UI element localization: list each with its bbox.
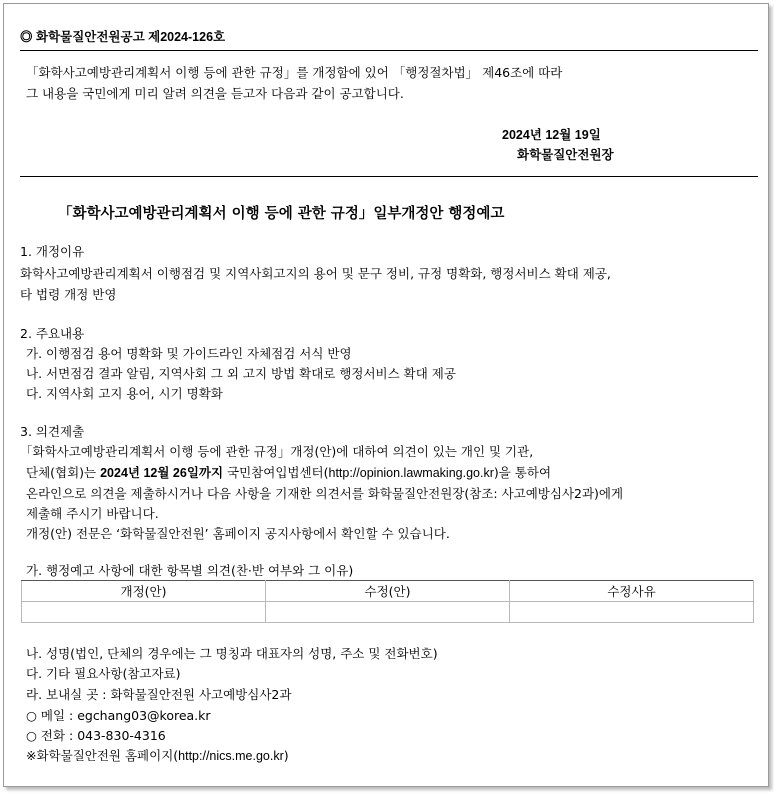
deadline: 2024년 12월 26일까지 — [100, 466, 224, 480]
section-3-line-3: 온라인으로 의견을 제출하시거나 다음 사항을 기재한 의견서를 화학물질안전원장(참조: 사고예방심사2과)에게 — [26, 486, 624, 501]
homepage-text-a: ※화학물질안전원 홈페이지( — [26, 748, 179, 763]
notice-number: ◎ 화학물질안전원공고 제2024-126호 — [20, 30, 226, 44]
middle-divider — [20, 176, 758, 177]
section-2-item-da: 다. 지역사회 고지 용어, 시기 명확화 — [26, 386, 223, 401]
homepage-url[interactable]: http://nics.me.go.kr — [178, 749, 284, 763]
opinion-table — [21, 580, 754, 623]
section-3-item-ga: 가. 행정예고 사항에 대한 항목별 의견(찬·반 여부와 그 이유) — [26, 563, 354, 578]
section-3-line-4: 제출해 주시기 바랍니다. — [26, 506, 159, 521]
section-3-line-1: 「화학사고예방관리계획서 이행 등에 관한 규정」개정(안)에 대하여 의견이 있는 개인 및 기관, — [20, 444, 534, 459]
section-1-line-2: 타 법령 개정 반영 — [20, 287, 117, 302]
table-cell-revision — [22, 602, 266, 623]
issuer: 화학물질안전원장 — [517, 147, 614, 162]
homepage-line — [26, 748, 289, 764]
section-3-line-2-a: 단체(협회)는 — [26, 465, 101, 480]
lawmaking-url[interactable]: http://opinion.lawmaking.go.kr — [328, 466, 494, 480]
section-3-line-5: 개정(안) 전문은 ‘화학물질안전원’ 홈페이지 공지사항에서 확인할 수 있습니다. — [26, 526, 450, 541]
section-3-item-ra: 라. 보내실 곳 : 화학물질안전원 사고예방심사2과 — [26, 687, 292, 702]
page-title: 「화학사고예방관리계획서 이행 등에 관한 규정」일부개정안 행정예고 — [58, 205, 505, 222]
table-header-row — [22, 581, 754, 602]
section-3-item-na: 나. 성명(법인, 단체의 경우에는 그 명칭과 대표자의 성명, 주소 및 전화번호) — [26, 646, 438, 661]
intro-line-1: 「화학사고예방관리계획서 이행 등에 관한 규정」를 개정함에 있어 「행정절차법」 제46조에 따라 — [26, 65, 563, 80]
notice-document — [3, 3, 769, 787]
table-cell-reason — [510, 602, 754, 623]
table-row — [22, 602, 754, 623]
section-3-heading: 3. 의견제출 — [20, 424, 85, 439]
section-2-item-na: 나. 서면점검 결과 알림, 지역사회 그 외 고지 방법 확대로 행정서비스 확대 제공 — [26, 366, 456, 381]
section-1-line-1: 화학사고예방관리계획서 이행점검 및 지역사회고지의 용어 및 문구 정비, 규정 명확화, 행정서비스 확대 제공, — [20, 266, 611, 281]
table-header-amendment: 수정(안) — [266, 581, 510, 602]
section-3-item-da: 다. 기타 필요사항(참고자료) — [26, 666, 181, 681]
notice-date: 2024년 12월 19일 — [502, 128, 601, 142]
contact-phone: ○ 전화 : 043-830-4316 — [26, 728, 166, 743]
table-cell-amendment — [266, 602, 510, 623]
section-3-line-2-c: )을 통하여 — [493, 465, 552, 480]
contact-email: ○ 메일 : egchang03@korea.kr — [26, 708, 211, 723]
top-divider — [20, 50, 758, 51]
section-1-heading: 1. 개정이유 — [20, 244, 85, 259]
homepage-text-b: ) — [283, 748, 289, 763]
intro-line-2: 그 내용을 국민에게 미리 알려 의견을 듣고자 다음과 같이 공고합니다. — [26, 86, 404, 101]
table-header-revision: 개정(안) — [22, 581, 266, 602]
table-header-reason: 수정사유 — [510, 581, 754, 602]
section-2-heading: 2. 주요내용 — [20, 326, 85, 341]
section-2-item-ga: 가. 이행점검 용어 명확화 및 가이드라인 자체점검 서식 반영 — [26, 346, 352, 361]
section-3-line-2-b: 국민참여입법센터( — [223, 465, 329, 480]
section-3-line-2 — [26, 465, 551, 481]
